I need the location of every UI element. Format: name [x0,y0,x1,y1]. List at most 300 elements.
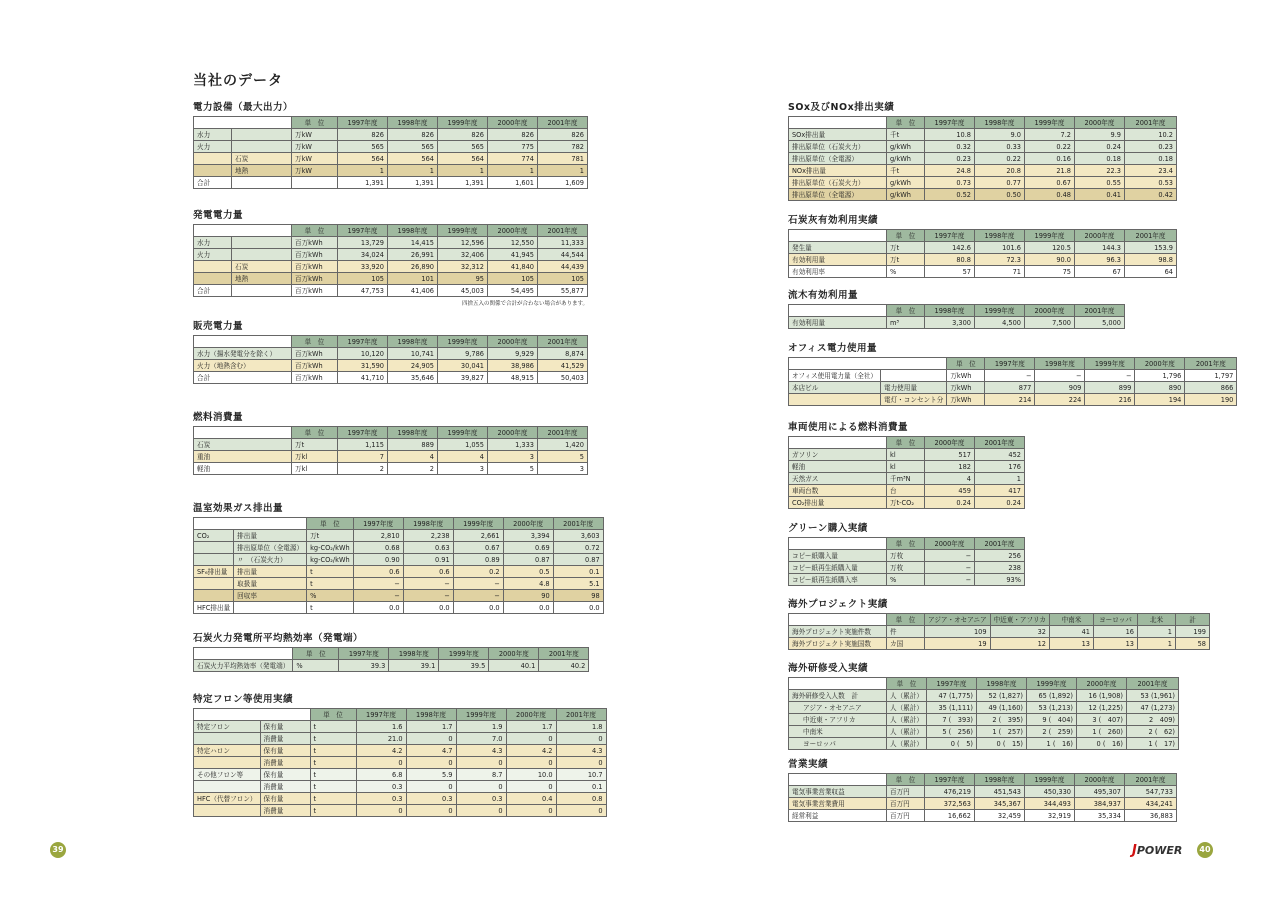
row-label: コピー紙再生紙購入量 [789,562,887,574]
unit-cell: t [307,602,354,614]
value-cell: 45,003 [438,285,488,297]
unit-cell: % [307,590,354,602]
office-table [788,357,1237,406]
unit-cell: t [310,769,356,781]
unit-cell: kg-CO₂/kWh [307,542,354,554]
value-cell: 5 ( 256) [926,726,976,738]
value-cell: − [453,590,503,602]
row-label: 海外プロジェクト実施国数 [789,638,887,650]
column-header: 中南米 [1049,614,1093,626]
section-title: 電力設備（最大出力） [193,102,294,113]
unit-cell: g/kWh [887,177,925,189]
value-cell: 1.7 [506,721,556,733]
value-cell: 826 [438,129,488,141]
column-header: 2001年度 [1126,678,1178,690]
column-header: 1997年度 [985,358,1035,370]
value-cell: 452 [975,449,1025,461]
value-cell: 14,415 [388,237,438,249]
value-cell: 1.8 [556,721,606,733]
soxnox-table [788,116,1177,201]
ash-table [788,229,1177,278]
value-cell: − [1085,370,1135,382]
value-cell: 451,543 [975,786,1025,798]
table-row [194,793,607,805]
value-cell: 36,883 [1125,810,1177,822]
column-header: 2001年度 [538,427,588,439]
column-header: 1998年度 [975,230,1025,242]
column-header: 1997年度 [926,678,976,690]
column-header: 2001年度 [1185,358,1237,370]
freon-table [193,708,607,817]
value-cell: 41 [1049,626,1093,638]
unit-cell: g/kWh [887,141,925,153]
header-row [789,305,1125,317]
row-label: 特定ハロン [194,745,261,757]
value-cell: 0.23 [925,153,975,165]
table-row [194,542,604,554]
unit-cell: 万kl [292,463,338,475]
value-cell: 1,333 [488,439,538,451]
value-cell: 12 (1,225) [1076,702,1126,714]
section-title: 石炭灰有効利用実績 [788,215,879,226]
row-label: SF₆排出量 [194,566,234,578]
row-sublabel: 消費量 [260,805,310,817]
row-label: 発生量 [789,242,887,254]
value-cell: 190 [1185,394,1237,406]
value-cell: 450,330 [1025,786,1075,798]
row-label: コピー紙再生紙購入率 [789,574,887,586]
unit-cell: 万kW [292,129,338,141]
row-label: 排出原単位（石炭火力） [789,177,887,189]
value-cell: 50,403 [538,372,588,384]
value-cell: 39.5 [439,660,489,672]
unit-cell: 人（累計） [887,690,927,702]
header-row [194,518,604,530]
value-cell: 5 [538,451,588,463]
table-row [194,360,588,372]
value-cell: 565 [388,141,438,153]
value-cell: 4.3 [456,745,506,757]
table-row [194,554,604,566]
value-cell: 47,753 [338,285,388,297]
value-cell: 3 [538,463,588,475]
green-section [788,520,1025,586]
value-cell: 16 (1,908) [1076,690,1126,702]
value-cell: 44,544 [538,249,588,261]
value-cell: 0.24 [1075,141,1125,153]
value-cell: 4 [925,473,975,485]
page-title: 当社のデータ [193,73,283,89]
column-header: ヨーロッパ [1093,614,1137,626]
header-blank [194,117,292,129]
table-row [194,249,588,261]
header-row [194,117,588,129]
value-cell: 1 ( 16) [1026,738,1076,750]
table-row [789,626,1210,638]
value-cell: 0.90 [353,554,403,566]
value-cell: 58 [1175,638,1209,650]
value-cell: 75 [1025,266,1075,278]
value-cell: 1 [338,165,388,177]
value-cell: 0 [556,757,606,769]
value-cell: 826 [488,129,538,141]
value-cell: 0.0 [453,602,503,614]
table-row [194,237,588,249]
table-row [789,449,1025,461]
row-label: その他フロン等 [194,769,261,781]
value-cell: 0.68 [353,542,403,554]
row-label [194,781,261,793]
table-row [194,721,607,733]
value-cell: 2 409) [1126,714,1178,726]
unit-cell: 人（累計） [887,702,927,714]
value-cell: − [925,574,975,586]
unit-cell: t [307,578,354,590]
value-cell: 0.6 [353,566,403,578]
value-cell: 41,945 [488,249,538,261]
value-cell: 3,300 [925,317,975,329]
row-label: 車両台数 [789,485,887,497]
header-blank [789,538,887,550]
freon-section [193,691,607,817]
unit-cell: 百万kWh [292,249,338,261]
value-cell: 434,241 [1125,798,1177,810]
value-cell: 2 [388,463,438,475]
column-header: 1997年度 [353,518,403,530]
header-row [789,437,1025,449]
unit-cell: 万t [292,439,338,451]
row-sublabel: 排出量 [234,566,307,578]
value-cell: 1 ( 257) [976,726,1026,738]
value-cell: 53 (1,961) [1126,690,1178,702]
row-sublabel [881,370,947,382]
value-cell: 32,919 [1025,810,1075,822]
column-header: 2001年度 [975,538,1025,550]
value-cell: 7.2 [1025,129,1075,141]
value-cell: 826 [338,129,388,141]
value-cell: 0 [406,733,456,745]
value-cell: 47 (1,775) [926,690,976,702]
value-cell: 4.8 [503,578,553,590]
table-row [194,348,588,360]
value-cell: 39.3 [339,660,389,672]
table-row [789,738,1179,750]
value-cell: 7.0 [456,733,506,745]
value-cell: 866 [1185,382,1237,394]
value-cell: 30,041 [438,360,488,372]
value-cell: 0.1 [556,781,606,793]
unit-cell: 人（累計） [887,738,927,750]
value-cell: 0.6 [403,566,453,578]
sales-section [193,318,588,384]
header-blank [789,230,887,242]
value-cell: 24,905 [388,360,438,372]
value-cell: 199 [1175,626,1209,638]
row-sublabel: 〃 （石炭火力） [234,554,307,566]
row-label: 電気事業営業収益 [789,786,887,798]
row-sublabel: 消費量 [260,781,310,793]
value-cell: 372,563 [925,798,975,810]
value-cell: 564 [338,153,388,165]
value-cell: 64 [1125,266,1177,278]
value-cell: 9,786 [438,348,488,360]
value-cell: 32,459 [975,810,1025,822]
section-title: 営業実績 [788,759,829,770]
value-cell: 0 [556,805,606,817]
section-title: SOx及びNOx排出実績 [788,102,895,113]
column-header: 1997年度 [338,336,388,348]
value-cell: 67 [1075,266,1125,278]
row-label [194,578,234,590]
value-cell: 44,439 [538,261,588,273]
value-cell: 95 [438,273,488,285]
ash-section [788,212,1177,278]
value-cell: 3,394 [503,530,553,542]
unit-header: 単 位 [887,230,925,242]
row-label [194,153,232,165]
unit-cell: % [887,266,925,278]
value-cell: 216 [1085,394,1135,406]
fuel-section [193,409,588,475]
value-cell: 0 [506,805,556,817]
row-label: SOx排出量 [789,129,887,141]
header-row [789,774,1177,786]
header-blank [789,437,887,449]
row-sublabel: 保有量 [260,745,310,757]
value-cell: 0.22 [1025,141,1075,153]
table-row [789,153,1177,165]
column-header: 1998年度 [976,678,1026,690]
column-header: 2000年度 [1075,117,1125,129]
value-cell: 26,890 [388,261,438,273]
row-label: 火力 [194,141,232,153]
value-cell: 1,391 [338,177,388,189]
row-label: NOx排出量 [789,165,887,177]
section-title: 海外プロジェクト実績 [788,599,888,610]
value-cell: 4.2 [506,745,556,757]
generation-section [193,207,588,307]
value-cell: 9 ( 404) [1026,714,1076,726]
section-title: 燃料消費量 [193,412,244,423]
column-header: 2000年度 [489,648,539,660]
table-row [194,165,588,177]
value-cell: 0 [406,781,456,793]
value-cell: 7 [338,451,388,463]
unit-cell: 万枚 [887,562,925,574]
table-row [789,574,1025,586]
value-cell: 12,550 [488,237,538,249]
section-title: 特定フロン等使用実績 [193,694,294,705]
value-cell: 35 (1,111) [926,702,976,714]
value-cell: 1 [388,165,438,177]
section-title: 車両使用による燃料消費量 [788,422,909,433]
rounding-note: 四捨五入の関係で合計が合わない場合があります。 [461,301,588,307]
value-cell: 0.67 [1025,177,1075,189]
value-cell: 0.3 [406,793,456,805]
table-row [194,745,607,757]
column-header: 1997年度 [338,117,388,129]
value-cell: 72.3 [975,254,1025,266]
value-cell: 4.2 [356,745,406,757]
column-header: 中近東・アフリカ [990,614,1049,626]
value-cell: 0.0 [353,602,403,614]
value-cell: 105 [538,273,588,285]
row-sublabel: 保有量 [260,769,310,781]
value-cell: 0 [406,757,456,769]
value-cell: 1,601 [488,177,538,189]
value-cell: 98.8 [1125,254,1177,266]
row-sublabel [232,177,292,189]
table-row [789,242,1177,254]
unit-cell: 万kWh [947,370,985,382]
value-cell: 4,500 [975,317,1025,329]
section-title: 販売電力量 [193,321,244,332]
row-label: コピー紙購入量 [789,550,887,562]
row-label [194,733,261,745]
value-cell: 0.3 [356,793,406,805]
table-row [789,786,1177,798]
value-cell: 9,929 [488,348,538,360]
table-row [194,273,588,285]
column-header: 1999年度 [1025,117,1075,129]
table-row [789,370,1237,382]
value-cell: − [985,370,1035,382]
row-sublabel [234,602,307,614]
row-label: 有効利用量 [789,254,887,266]
value-cell: 0 [456,805,506,817]
value-cell: 0 [456,781,506,793]
table-row [789,317,1125,329]
section-title: 石炭火力発電所平均熱効率（発電端） [193,633,364,644]
row-label: 中近東・アフリカ [789,714,887,726]
power-facilities-table [193,116,588,189]
unit-cell: t [310,733,356,745]
unit-cell: 百万kWh [292,285,338,297]
value-cell: 13 [1049,638,1093,650]
value-cell: 21.0 [356,733,406,745]
column-header: 2001年度 [1125,230,1177,242]
value-cell: 1 ( 260) [1076,726,1126,738]
value-cell: 21.8 [1025,165,1075,177]
column-header: 1998年度 [388,225,438,237]
row-label: 天然ガス [789,473,887,485]
value-cell: − [925,550,975,562]
column-header: 1998年度 [1035,358,1085,370]
column-header: 2000年度 [925,538,975,550]
column-header: 1999年度 [1026,678,1076,690]
value-cell: 0.41 [1075,189,1125,201]
column-header: 1998年度 [925,305,975,317]
value-cell: 1,797 [1185,370,1237,382]
table-row [194,805,607,817]
unit-header: 単 位 [887,774,925,786]
value-cell: 2,810 [353,530,403,542]
table-row [789,714,1179,726]
value-cell: 547,733 [1125,786,1177,798]
value-cell: 39.1 [389,660,439,672]
row-sublabel: 電力使用量 [881,382,947,394]
value-cell: 10,741 [388,348,438,360]
value-cell: 0 [456,757,506,769]
column-header: 2001年度 [1075,305,1125,317]
value-cell: 826 [538,129,588,141]
value-cell: 1 [488,165,538,177]
overseas-table [788,613,1210,650]
business-table [788,773,1177,822]
value-cell: 32,406 [438,249,488,261]
sales-table [193,335,588,384]
value-cell: 0.32 [925,141,975,153]
value-cell: 7,500 [1025,317,1075,329]
unit-cell: kg-CO₂/kWh [307,554,354,566]
value-cell: 899 [1085,382,1135,394]
driftwood-table [788,304,1125,329]
value-cell: 0.2 [453,566,503,578]
value-cell: 1,115 [338,439,388,451]
value-cell: 2,238 [403,530,453,542]
table-row [789,485,1025,497]
unit-cell: 万t [307,530,354,542]
unit-cell: 万t [887,254,925,266]
value-cell: 0.42 [1125,189,1177,201]
unit-cell: 万kl [292,451,338,463]
value-cell: 384,937 [1075,798,1125,810]
value-cell: 564 [438,153,488,165]
column-header: アジア・オセアニア [925,614,991,626]
value-cell: 0.73 [925,177,975,189]
unit-cell: t [310,781,356,793]
value-cell: 0.22 [975,153,1025,165]
value-cell: 0 [356,805,406,817]
unit-cell: 百万kWh [292,360,338,372]
fuel-table [193,426,588,475]
value-cell: 35,646 [388,372,438,384]
value-cell: 3 [488,451,538,463]
header-row [789,678,1179,690]
row-label [194,165,232,177]
column-header: 2001年度 [556,709,606,721]
unit-cell: 件 [887,626,925,638]
value-cell: 176 [975,461,1025,473]
value-cell: 889 [388,439,438,451]
row-sublabel: 電灯・コンセント分 [881,394,947,406]
row-label: 有効利用量 [789,317,887,329]
header-row [789,538,1025,550]
value-cell: 65 (1,892) [1026,690,1076,702]
unit-header: 単 位 [292,225,338,237]
value-cell: 0.23 [1125,141,1177,153]
table-row [789,562,1025,574]
unit-header: 単 位 [307,518,354,530]
row-label [194,590,234,602]
column-header: 2001年度 [538,336,588,348]
value-cell: 80.8 [925,254,975,266]
unit-cell: 万kW [292,165,338,177]
table-row [194,153,588,165]
value-cell: 1 [975,473,1025,485]
value-cell: 4.7 [406,745,456,757]
value-cell: 0.0 [503,602,553,614]
value-cell: 90 [503,590,553,602]
value-cell: 41,406 [388,285,438,297]
value-cell: 1,796 [1135,370,1185,382]
header-blank [789,358,947,370]
value-cell: 344,493 [1025,798,1075,810]
value-cell: 256 [975,550,1025,562]
table-row [789,189,1177,201]
header-blank [789,614,887,626]
unit-cell: t [310,757,356,769]
